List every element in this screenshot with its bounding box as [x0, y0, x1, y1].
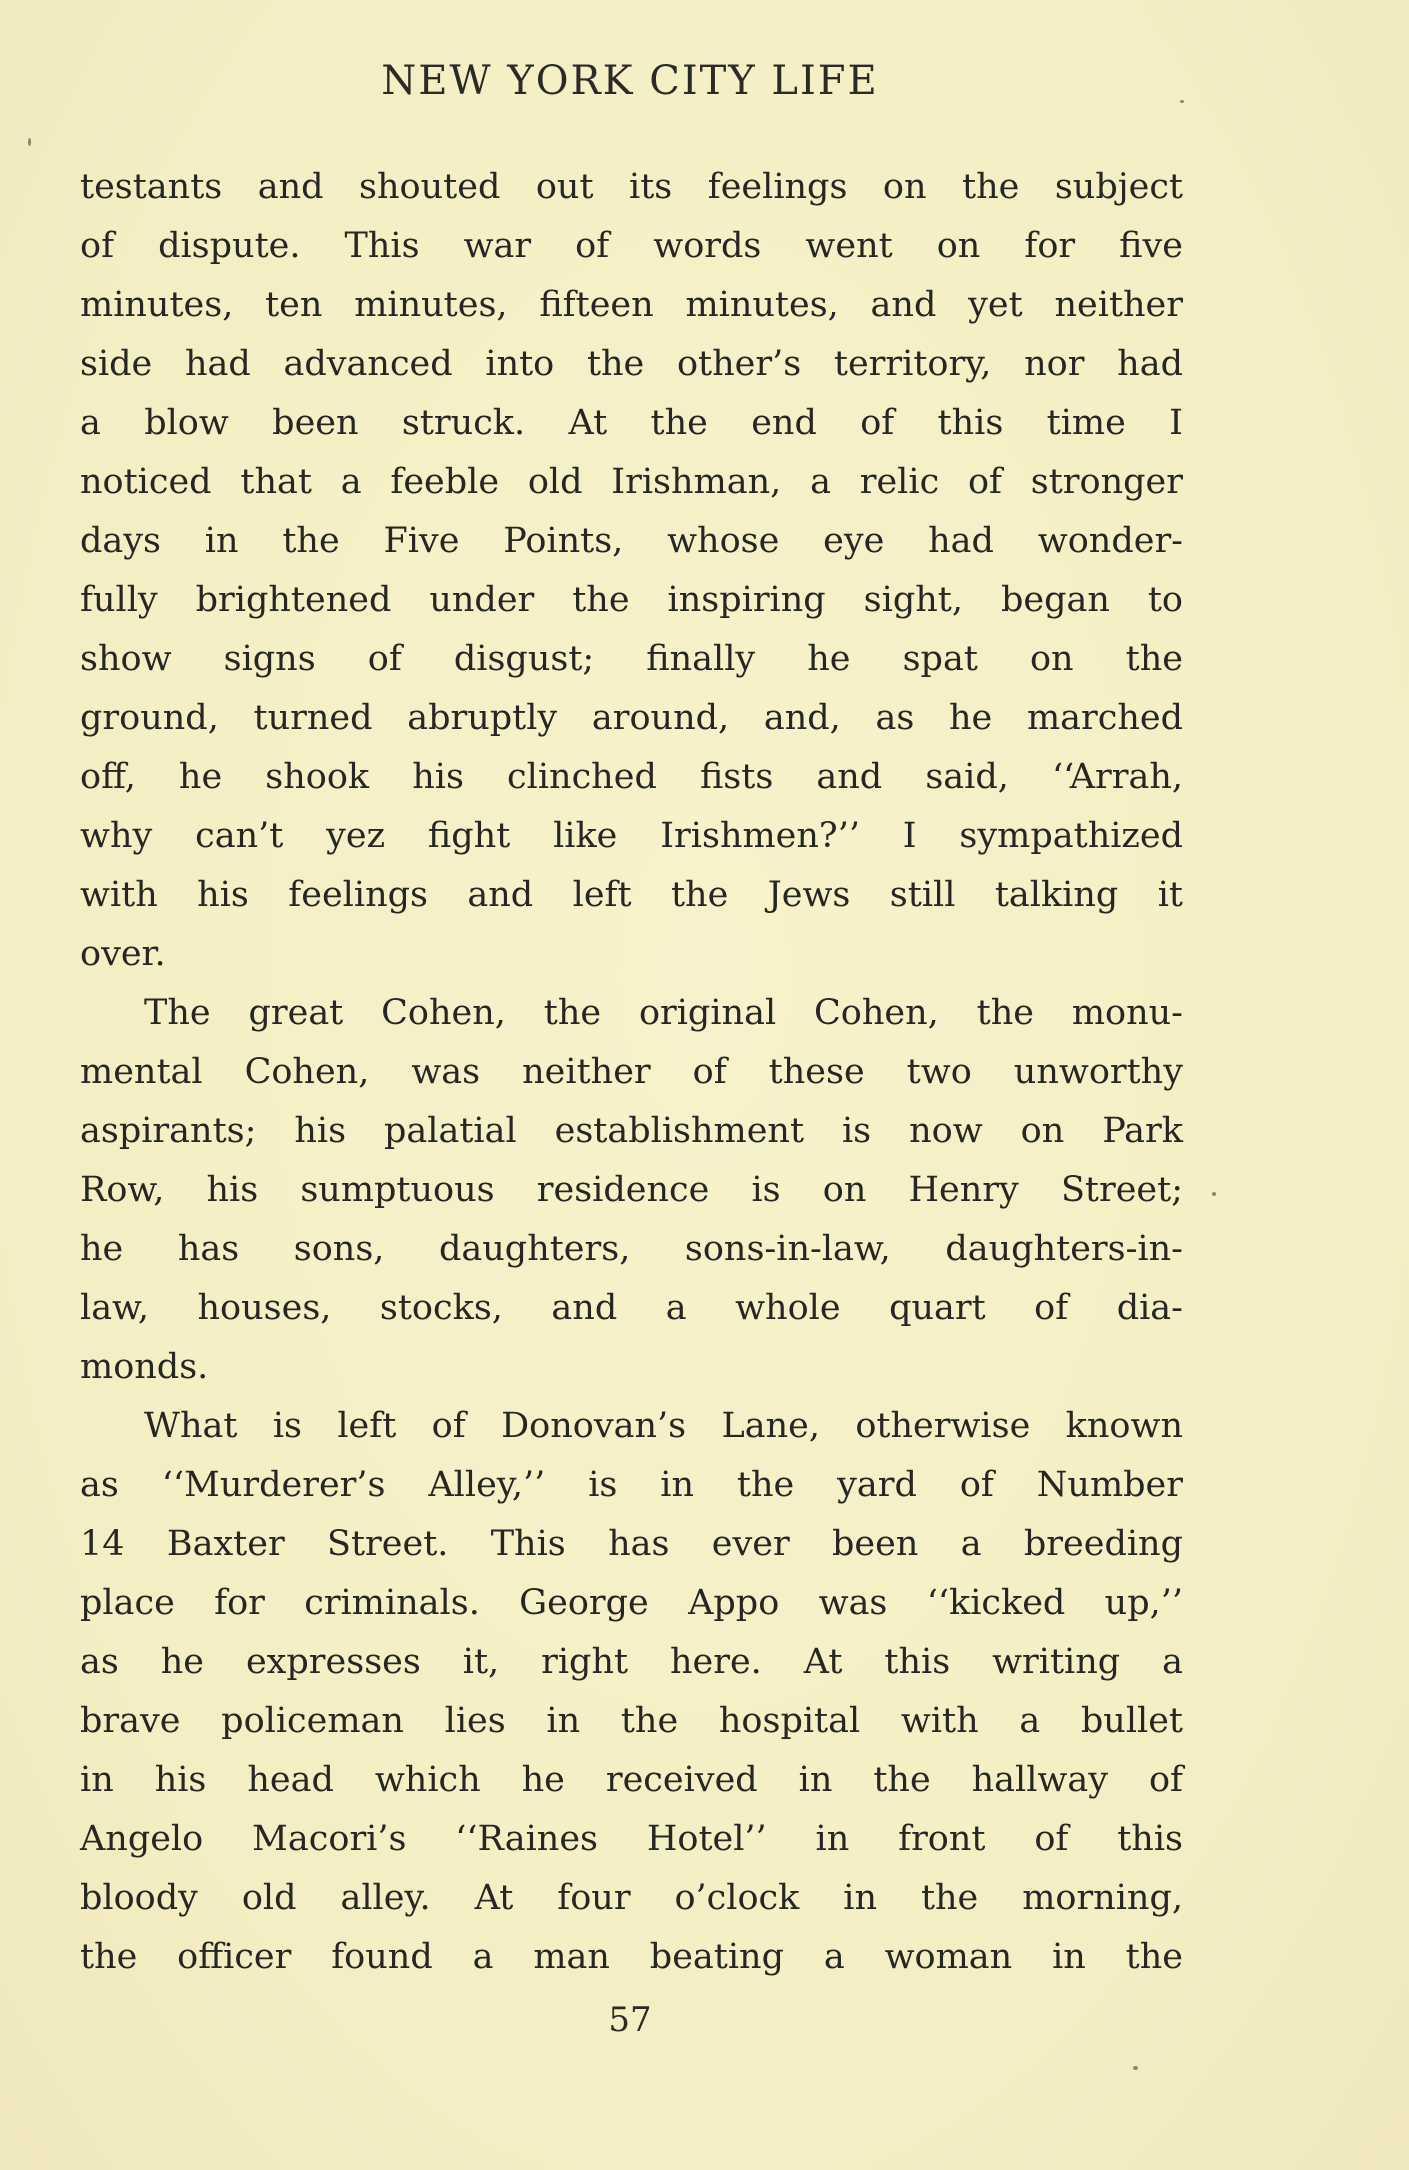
text-line: brave policeman lies in the hospital with a bullet: [80, 1701, 1183, 1741]
text-line: show signs of disgust; finally he spat on the: [80, 639, 1183, 679]
paper-speck: [1133, 2066, 1138, 2070]
text-line: law, houses, stocks, and a whole quart of dia-: [80, 1288, 1183, 1328]
text-line: of dispute. This war of words went on for five: [80, 226, 1183, 266]
text-line: with his feelings and left the Jews still talking it: [80, 875, 1183, 915]
text-line: he has sons, daughters, sons-in-law, daughters-in-: [80, 1229, 1183, 1269]
text-line: a blow been struck. At the end of this time I: [80, 403, 1183, 443]
running-head: NEW YORK CITY LIFE: [381, 58, 879, 104]
text-line: Angelo Macori’s ‘‘Raines Hotel’’ in front of this: [80, 1819, 1183, 1859]
text-line: noticed that a feeble old Irishman, a relic of stronger: [80, 462, 1183, 502]
text-line: ground, turned abruptly around, and, as he marched: [80, 698, 1183, 738]
text-line: days in the Five Points, whose eye had wonder-: [80, 521, 1183, 561]
paragraph-first-line: The great Cohen, the original Cohen, the monu-: [144, 993, 1183, 1033]
text-line: aspirants; his palatial establishment is now on Park: [80, 1111, 1183, 1151]
paragraph-end-line: over.: [80, 934, 166, 974]
text-line: as he expresses it, right here. At this writing a: [80, 1642, 1183, 1682]
text-line: fully brightened under the inspiring sight, began to: [80, 580, 1183, 620]
text-line: testants and shouted out its feelings on the subject: [80, 167, 1183, 207]
text-line: bloody old alley. At four o’clock in the morning,: [80, 1878, 1183, 1918]
paragraph-first-line: What is left of Donovan’s Lane, otherwise known: [144, 1406, 1183, 1446]
text-line: off, he shook his clinched fists and said, ‘‘Arrah,: [80, 757, 1183, 797]
paper-speck: [28, 138, 31, 146]
text-line: 14 Baxter Street. This has ever been a breeding: [80, 1524, 1183, 1564]
text-line: why can’t yez fight like Irishmen?’’ I sympathized: [80, 816, 1183, 856]
paper-speck: [1180, 100, 1184, 103]
text-line: Row, his sumptuous residence is on Henry Street;: [80, 1170, 1183, 1210]
page-number: 57: [608, 2000, 652, 2040]
text-line: minutes, ten minutes, fifteen minutes, and yet neither: [80, 285, 1183, 325]
body-text: [80, 158, 1183, 1987]
text-line: side had advanced into the other’s territory, nor had: [80, 344, 1183, 384]
text-line: as ‘‘Murderer’s Alley,’’ is in the yard of Number: [80, 1465, 1183, 1505]
paper-speck: [1212, 1192, 1216, 1196]
text-line: place for criminals. George Appo was ‘‘kicked up,’’: [80, 1583, 1183, 1623]
text-line: mental Cohen, was neither of these two unworthy: [80, 1052, 1183, 1092]
text-line: in his head which he received in the hallway of: [80, 1760, 1183, 1800]
paragraph-end-line: monds.: [80, 1347, 209, 1387]
text-line: the officer found a man beating a woman in the: [80, 1937, 1183, 1977]
